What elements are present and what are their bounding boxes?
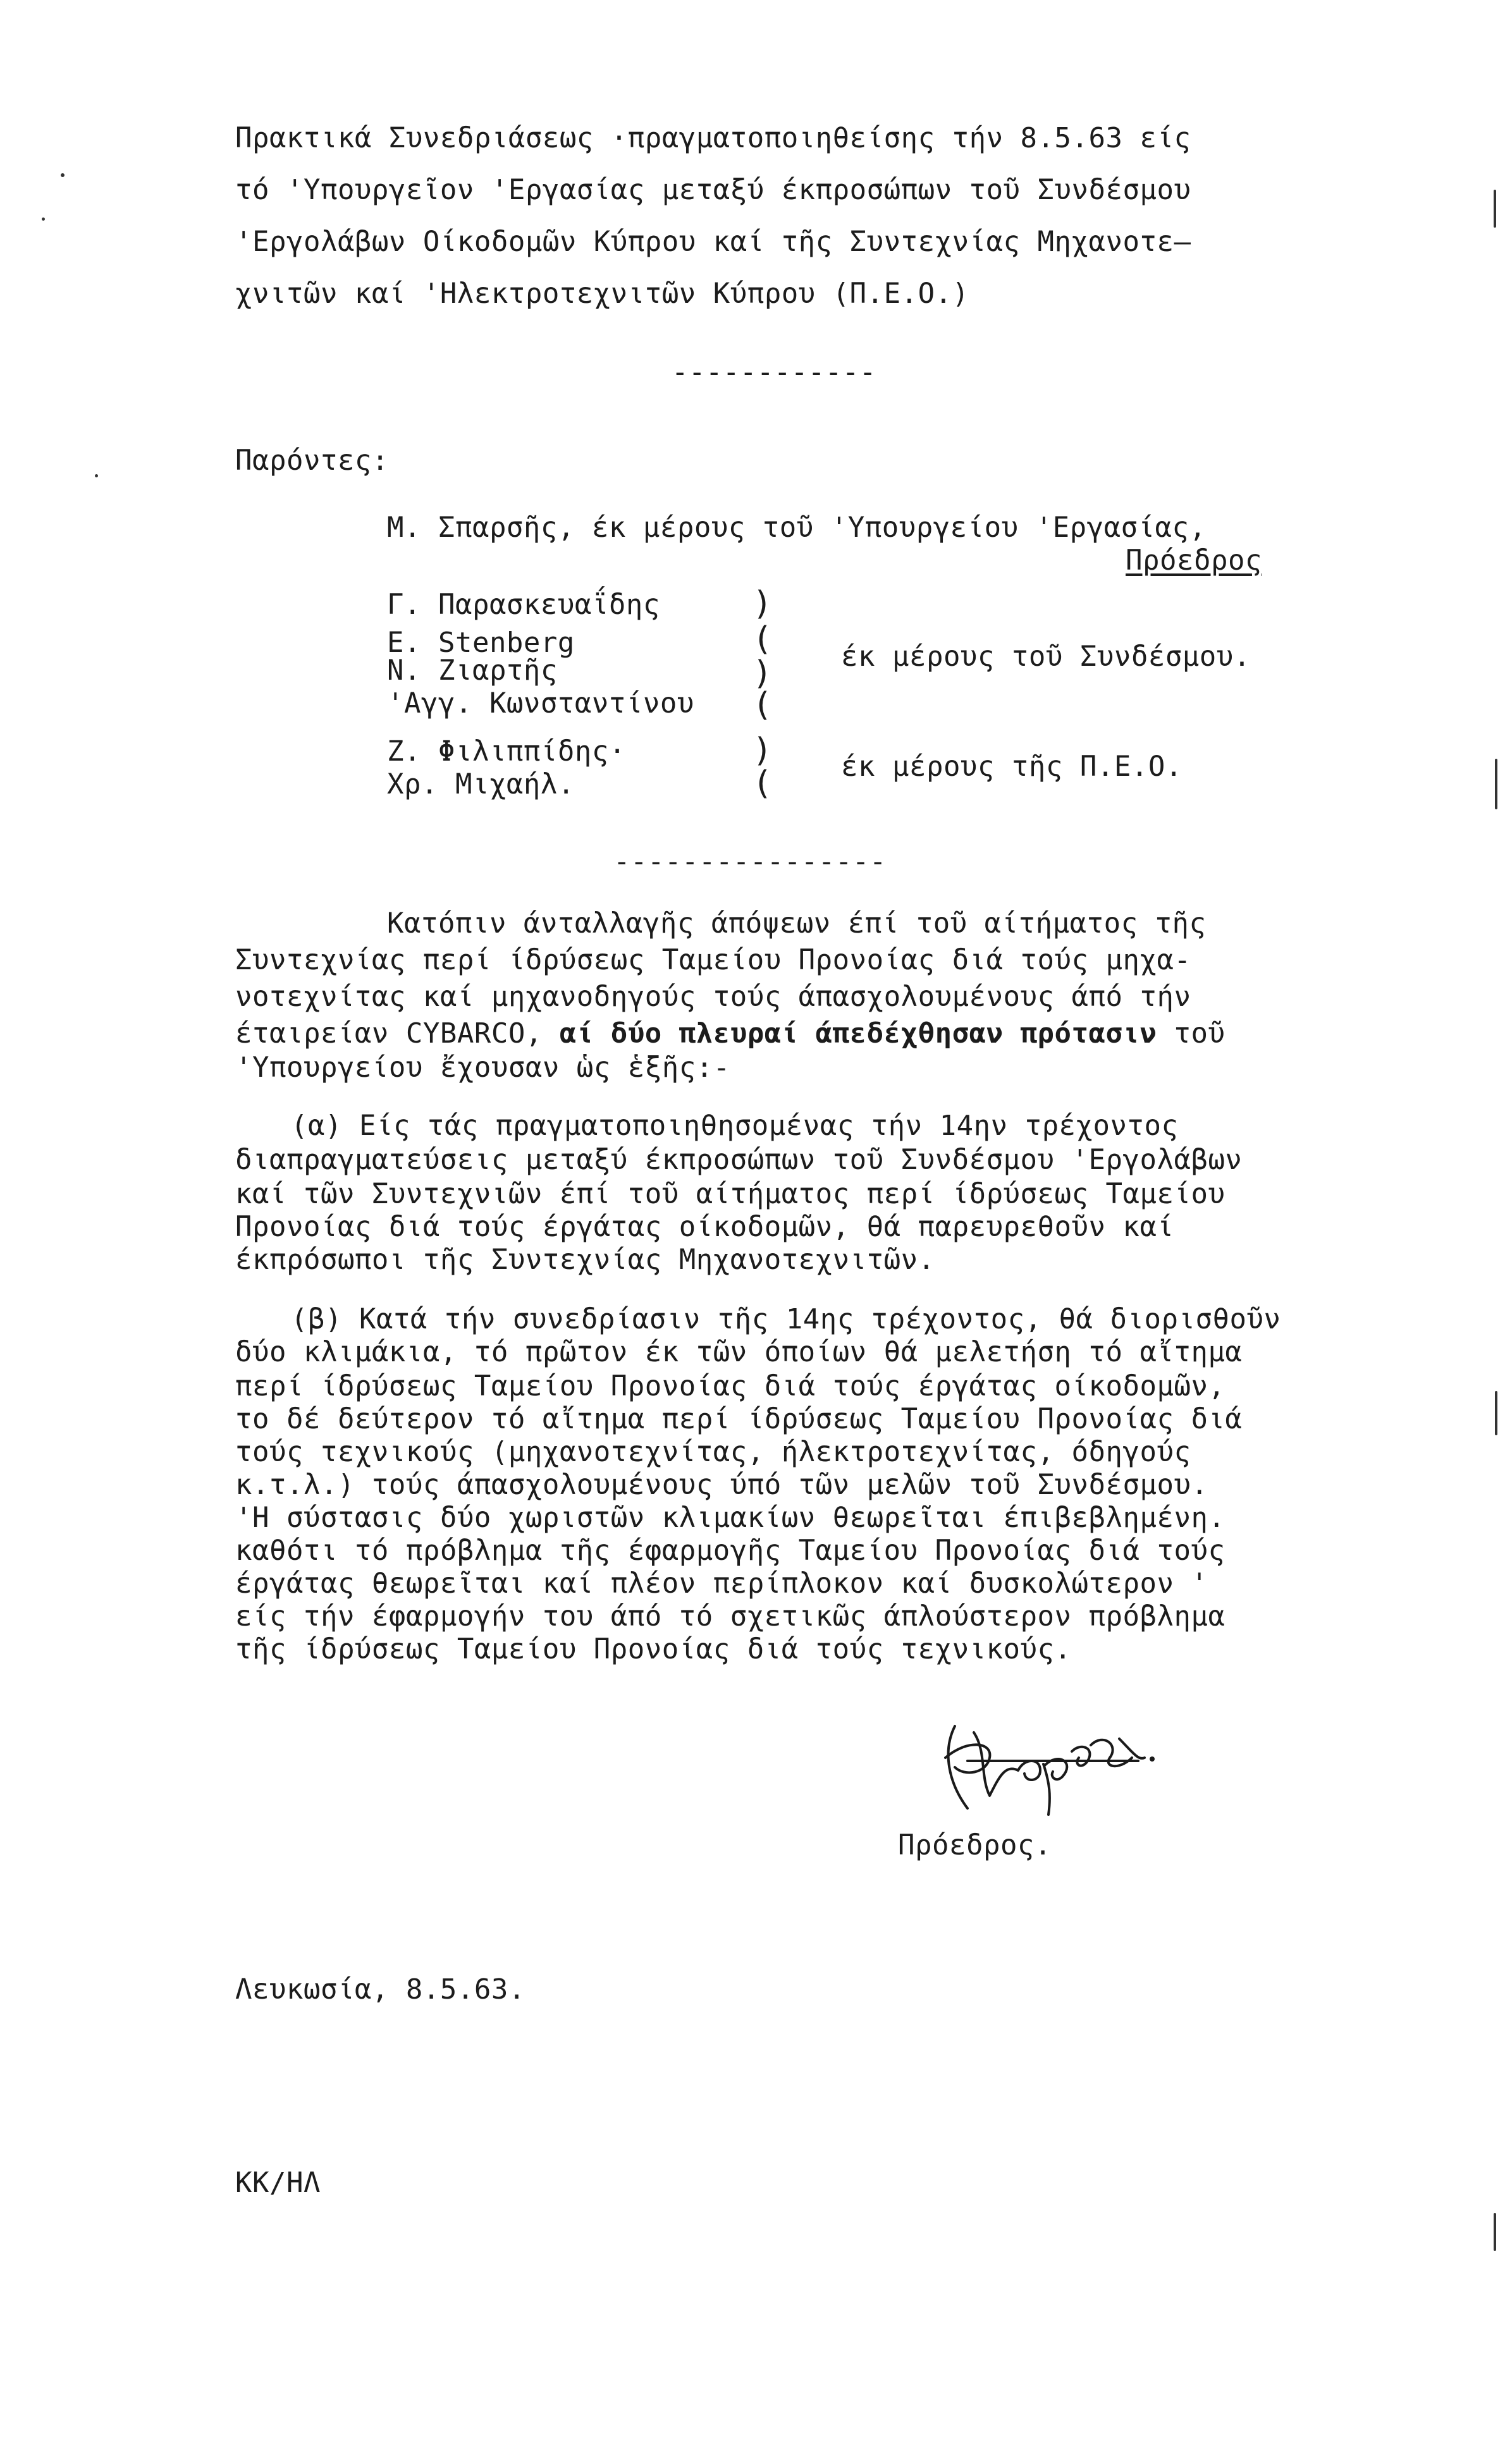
bracket-mark: ) bbox=[752, 585, 773, 623]
title-line-3: 'Εργολάβων Οίκοδομῶν Κύπρου καί τῆς Συντεχνίας Μηχανοτε— bbox=[235, 226, 1191, 258]
point-b-line-11: τῆς ίδρύσεως Ταμείου Προνοίας διά τούς τεχνικούς. bbox=[235, 1633, 1072, 1665]
intro-line-4-start: έταιρείαν CYBARCO, bbox=[235, 1017, 560, 1050]
bracket-mark: ( bbox=[752, 764, 773, 802]
point-b-line-6: κ.τ.λ.) τούς άπασχολουμένους ύπό τῶν μελῶν τοῦ Συνδέσμου. bbox=[235, 1469, 1208, 1501]
bracket-mark: ) bbox=[752, 654, 773, 692]
title-line-1: Πρακτικά Συνεδριάσεως ·πραγματοποιηθείσης τήν 8.5.63 είς bbox=[235, 122, 1191, 154]
intro-bold-phrase: αί δύο πλευραί άπεδέχθησαν πρότασιν bbox=[559, 1017, 1157, 1050]
point-b-line-3: περί ίδρύσεως Ταμείου Προνοίας διά τούς έργάτας οίκοδομῶν, bbox=[235, 1370, 1226, 1402]
union-name-2: Χρ. Μιχαήλ. bbox=[387, 768, 575, 800]
point-b-line-7: 'Η σύστασις δύο χωριστῶν κλιμακίων θεωρεῖται έπιβεβλημένη. bbox=[235, 1502, 1226, 1534]
point-a-line-3: καί τῶν Συντεχνιῶν έπί τοῦ αίτήματος περί ίδρύσεως Ταμείου bbox=[235, 1178, 1226, 1210]
title-line-2: τό 'Υπουργεῖον 'Εργασίας μεταξύ έκπροσώπων τοῦ Συνδέσμου bbox=[235, 174, 1191, 206]
point-a-line-4: Προνοίας διά τούς έργάτας οίκοδομῶν, θά παρευρεθοῦν καί bbox=[235, 1211, 1174, 1243]
point-b-line-8: καθότι τό πρόβλημα τῆς έφαρμογῆς Ταμείου Προνοίας διά τούς bbox=[235, 1535, 1226, 1567]
bracket-mark: ) bbox=[752, 732, 773, 769]
point-b-line-5: τούς τεχνικούς (μηχανοτεχνίτας, ήλεκτροτεχνίτας, όδηγούς bbox=[235, 1436, 1191, 1468]
attendees-divider: ---------------- bbox=[613, 845, 887, 878]
typist-initials: ΚΚ/ΗΛ bbox=[235, 2167, 321, 2199]
point-b-line-1: (β) Κατά τήν συνεδρίασιν τῆς 14ης τρέχοντος, θά διορισθοῦν bbox=[291, 1303, 1281, 1335]
attendees-label: Παρόντες: bbox=[235, 444, 389, 477]
scan-speck bbox=[95, 474, 98, 477]
bracket-mark: ( bbox=[752, 620, 773, 658]
point-b-line-9: έργάτας θεωρεῖται καί πλέον περίπλοκον καί δυσκολώτερον ' bbox=[235, 1567, 1208, 1600]
bracket-mark: ( bbox=[752, 686, 773, 724]
employer-name-4: 'Αγγ. Κωνσταντίνου bbox=[387, 687, 694, 720]
intro-line-4-end: τοῦ bbox=[1157, 1017, 1226, 1050]
intro-line-4 bbox=[235, 1015, 1225, 1052]
signatory-role: Πρόεδρος. bbox=[898, 1829, 1052, 1861]
scan-edge-mark bbox=[1495, 759, 1497, 809]
chair-role: Πρόεδρος bbox=[1126, 544, 1262, 577]
title-line-4: χνιτῶν καί 'Ηλεκτροτεχνιτῶν Κύπρου (Π.Ε.Ο.) bbox=[235, 278, 969, 310]
scan-edge-mark bbox=[1494, 190, 1496, 228]
point-b-line-2: δύο κλιμάκια, τό πρῶτον έκ τῶν όποίων θά μελετήση τό αἴτημα bbox=[235, 1336, 1243, 1368]
scan-speck bbox=[61, 173, 64, 177]
point-a-line-5: έκπρόσωποι τῆς Συντεχνίας Μηχανοτεχνιτῶν. bbox=[235, 1244, 935, 1276]
union-side-label: έκ μέρους τῆς Π.Ε.Ο. bbox=[841, 751, 1182, 783]
header-divider: ------------ bbox=[672, 356, 876, 388]
point-a-line-1: (α) Είς τάς πραγματοποιηθησομένας τήν 14ην τρέχοντος bbox=[291, 1110, 1179, 1142]
employer-name-1: Γ. Παρασκευαΐδης bbox=[387, 589, 660, 621]
scan-edge-mark bbox=[1495, 1391, 1497, 1435]
point-a-line-2: διαπραγματεύσεις μεταξύ έκπροσώπων τοῦ Συνδέσμου 'Εργολάβων bbox=[235, 1144, 1243, 1176]
intro-line-2: Συντεχνίας περί ίδρύσεως Ταμείου Προνοίας διά τούς μηχα- bbox=[235, 944, 1191, 976]
point-b-line-4: το δέ δεύτερον τό αἴτημα περί ίδρύσεως Ταμείου Προνοίας διά bbox=[235, 1403, 1243, 1435]
place-and-date: Λευκωσία, 8.5.63. bbox=[235, 1973, 525, 2006]
point-b-line-10: είς τήν έφαρμογήν του άπό τό σχετικῶς άπλούστερον πρόβλημα bbox=[235, 1600, 1226, 1633]
scan-speck bbox=[42, 218, 45, 221]
scan-edge-mark bbox=[1494, 2213, 1496, 2251]
employer-name-3: Ν. Ζιαρτῆς bbox=[387, 654, 558, 687]
union-name-1: Ζ. Φιλιππίδης· bbox=[387, 735, 626, 768]
chair-line: Μ. Σπαρσῆς, έκ μέρους τοῦ 'Υπουργείου 'Εργασίας, bbox=[387, 512, 1207, 544]
employer-side-label: έκ μέρους τοῦ Συνδέσμου. bbox=[841, 641, 1251, 673]
employer-name-2: Ε. Stenberg bbox=[387, 627, 575, 659]
intro-line-5: 'Υπουργείου ἔχουσαν ὡς ἑξῆς:- bbox=[235, 1051, 730, 1084]
intro-line-3: νοτεχνίτας καί μηχανοδηγούς τούς άπασχολουμένους άπό τήν bbox=[235, 981, 1191, 1013]
intro-line-1: Κατόπιν άνταλλαγῆς άπόψεων έπί τοῦ αίτήματος τῆς bbox=[387, 907, 1207, 940]
handwritten-signature bbox=[930, 1713, 1170, 1821]
